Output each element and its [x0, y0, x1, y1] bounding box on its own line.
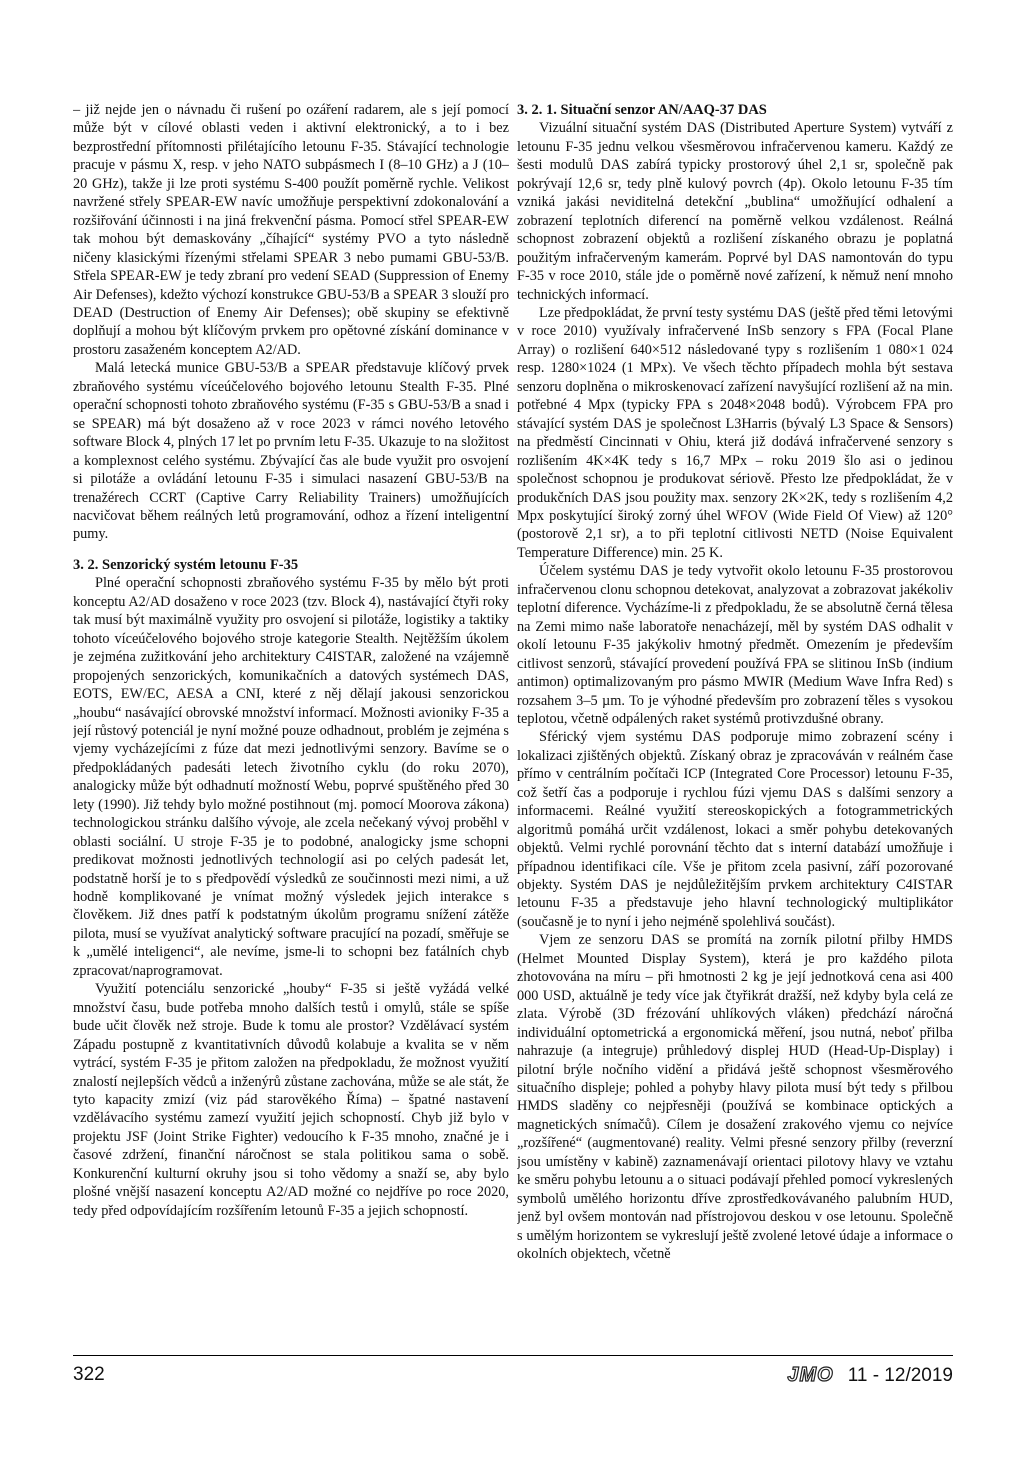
- paragraph: – již nejde jen o návnadu či rušení po ozáření radarem, ale s její pomocí může být v cílové oblasti veden i aktivní elektronický, a to i bez bezprostřední přítomnosti přilétajícího letounu F-35. Stávající technologie pracuje v pásmu X, resp. v jeho NATO subpásmech I (8–10 GHz) a J (10–20 GHz), takže ji lze proti systému S-400 použít poměrně rychle. Velikost navržené střely SPEAR-EW navíc umožňuje perspektivní zdokonalování a rozšiřování účinnosti i na jiná frekvenční pásma. Pomocí střel SPEAR-EW tak mohou být demaskovány „číhající“ systémy PVO a tyto následně ničeny klasickými řízenými střelami SPEAR 3 nebo pumami GBU-53/B. Střela SPEAR-EW je tedy zbraní pro vedení SEAD (Suppression of Enemy Air Defenses), kdežto výchozí konstrukce GBU-53/B a SPEAR 3 slouží pro DEAD (Destruction of Enemy Air Defenses); obě skupiny se efektivně doplňují a mohou být klíčovým prvkem pro opětovné získání dominance v prostoru zasaženém konceptem A2/AD.: [73, 102, 509, 358]
- paragraph: Účelem systému DAS je tedy vytvořit okolo letounu F-35 prostorovou infračervenou clonu schopnou detekovat, analyzovat a zobrazovat jakékoliv teplotní diference. Vycházíme-li z předpokladu, že se absolutně černá tělesa na Zemi mimo naše laboratoře nenacházejí, měl by systém DAS odhalit v okolí letounu F-35 jakýkoliv hmotný předmět. Omezením je především citlivost senzorů, stávající provedení používá FPA se slitinou InSb (indium antimon) optimalizovaným pro pásmo MWIR (Medium Wave Infra Red) s rozsahem 3–5 µm. To je výhodné především pro zobrazení těles s vysokou teplotou, včetně odpálených raket systémů protivzdušné obrany.: [517, 563, 953, 727]
- footer-right: [787, 1364, 953, 1387]
- section-heading: 3. 2. 1. Situační senzor AN/AAQ-37 DAS: [517, 102, 767, 118]
- page-number: 322: [73, 1364, 105, 1385]
- text-columns: [73, 101, 953, 1349]
- paragraph: Sférický vjem systému DAS podporuje mimo zobrazení scény i lokalizaci zjištěných objektů. Získaný obraz je zpracováván v reálném čase přímo v centrálním počítači ICP (Integrated Core Processor) letounu F-35, což šetří čas a podporuje i rychlou fúzi vjemu DAS s dalšími senzory a informacemi. Reálné využití stereoskopických a fotogrammetrických algoritmů pomáhá určit vzdálenost, lokaci a směr pohybu detekovaných objektů. Velmi rychlé porovnání těchto dat s interní databází umožňuje i případnou identifikaci cíle. Vše je přitom zcela pasivní, září pozorované objekty. Systém DAS je nejdůležitějším prvkem architektury C4ISTAR letounu F-35 a představuje jeho hlavní technologický multiplikátor (současně je to nyní i jeho nejméně spolehlivá součást).: [517, 729, 953, 930]
- footer-divider: [73, 1355, 953, 1356]
- left-column: [73, 101, 509, 1349]
- paragraph: Využití potenciálu senzorické „houby“ F-35 si ještě vyžádá velké množství času, bude potřeba mnoho dalších testů i omylů, stále se spíše bude učit člověk než stroje. Bude k tomu ale prostor? Vzdělávací systém Západu postupně z kvantitativních důvodů kolabuje a kvalita se v něm vytrácí, systém F-35 je přitom založen na předpokladu, že možnost využití znalostí nejlepších vědců a inženýrů zůstane zachována, může se ale stát, že tyto kapacity zmizí (viz pád starověkého Říma) – špatné nastavení vzdělávacího systému zamezí využití jejich schopností. Chyb již bylo v projektu JSF (Joint Strike Fighter) vedoucího k F-35 mnoho, značné je i časové zdržení, finanční náročnost se stala politikou sama o sobě. Konkurenční kulturní okruhy jsou si toho vědomy a snaží se, aby bylo plošné vnější nasazení konceptu A2/AD možné co nejdříve po roce 2020, tedy před odpovídajícím rozšířením letounů F-35 a jejich schopností.: [73, 981, 509, 1219]
- paragraph: Malá letecká munice GBU-53/B a SPEAR představuje klíčový prvek zbraňového systému víceúčelového bojového letounu Stealth F-35. Plné operační schopnosti tohoto zbraňového systému (F-35 s GBU-53/B a snad i se SPEAR) má být dosaženo až v roce 2023 v rámci nového letového software Block 4, plných 17 let po prvním letu F-35. Ukazuje to na složitost a komplexnost celého systému. Zbývající čas ale bude využit pro osvojení si pilotáže a ovládání letounu F-35 i simulaci nasazení GBU-53/B na trenažérech CCRT (Captive Carry Reliability Trainers) umožňujících nacvičovat během reálných letů programování, odhoz a řízení inteligentní pumy.: [73, 360, 509, 543]
- section-heading: 3. 2. Senzorický systém letounu F-35: [73, 556, 299, 573]
- journal-logo: JMO: [787, 1364, 834, 1386]
- paragraph: Vizuální situační systém DAS (Distributed Aperture System) vytváří z letounu F-35 jednu velkou všesměrovou infračervenou kameru. Každý ze šesti modulů DAS zabírá typicky prostorový úhel 2,1 sr, společně pak pokrývají 12,6 sr, tedy plně kulový povrch (4p). Okolo letounu F-35 tím vzniká jakási neviditelná detekční „bublina“ umožňující odhalení a zobrazení teplotních diferencí na poměrně velkou vzdálenost. Reálná schopnost zobrazení objektů a rozlišení získaného obrazu je poplatná použitým infračerveným kamerám. Poprvé byl DAS namontován do typu F-35 v roce 2010, stále jde o poměrně nové zařízení, k němuž není mnoho technických informací.: [517, 120, 953, 303]
- page-footer: [73, 1364, 953, 1390]
- paragraph: Lze předpokládat, že první testy systému DAS (ještě před těmi letovými v roce 2010) využívaly infračervené InSb senzory s FPA (Focal Plane Array) o rozlišení 640×512 následované typy s rozlišením 1 080×1 024 resp. 1280×1024 (1 MPx). Ve všech těchto případech mohla být sestava senzoru doplněna o mikroskenovací zařízení navyšující rozlišení až na min. potřebné 4 Mpx (typicky FPA s 2048×2048 bodů). Výrobcem FPA pro stávající systém DAS je společnost L3Harris (bývalý L3 Space & Sensors) na předměstí Cincinnati v Ohiu, která již dodává infračervené senzory s rozlišením 4K×4K tedy s 16,7 MPx – roku 2019 šlo asi o jedinou společnost schopnou je produkovat sériově. Přesto lze předpokládat, že v produkčních DAS jsou použity max. senzory 2K×2K, tedy s rozlišením 4,2 Mpx poskytující široký zorný úhel WFOV (Wide Field Of View) až 120° (postorově 2,1 sr), a to při teplotní citlivosti NETD (Noise Equivalent Temperature Difference) min. 25 K.: [517, 304, 953, 561]
- issue-label: 11 - 12/2019: [847, 1364, 953, 1386]
- paragraph: Vjem ze senzoru DAS se promítá na zorník pilotní přilby HMDS (Helmet Mounted Display System), která je pro každého pilota zhotovována na míru – při hmotnosti 2 kg je její jednotková cena asi 400 000 USD, aktuálně je tedy více jak čtyřikrát dražší, než kdyby byla celá ze zlata. Výrobě (3D frézování uhlíkových vláken) předchází náročná individuální optometrická a ergonomická měření, jsou nutná, neboť přilba nahrazuje (a integruje) průhledový displej HUD (Head-Up-Display) i pilotní brýle nočního vidění a přidává ještě schopnost všesměrového situačního displeje; pohled a pohyby hlavy pilota musí být tedy s přilbou HMDS sladěny co nejpřesněji (používá se kombinace optických a magnetických snímačů). Cílem je dosažení zrakového vjemu co nejvíce „rozšířené“ (augmentované) reality. Velmi přesné senzory přilby (reverzní jsou umístěny v kabině) zaznamenávají orientaci pilotovy hlavy ve vztahu ke směru pohybu letounu a o situaci podávají přehled pomocí vykreslených symbolů umělého horizontu dříve zprostředkovávaného palubním HUD, jenž byl ovšem montován nad přístrojovou deskou v ose letounu. Společně s umělým horizontem se vykreslují ještě zvolené letové údaje a informace o okolních objektech, včetně: [517, 932, 953, 1263]
- paragraph: Plné operační schopnosti zbraňového systému F-35 by mělo být proti konceptu A2/AD dosaženo v roce 2023 (tzv. Block 4), nastávající čtyři roky tak musí být maximálně využity pro osvojení si pilotáže, logistiky a taktiky tohoto víceúčelového bojového stroje kategorie Stealth. Nejtěžším úkolem je zejména zužitkování jeho architektury C4ISTAR, založené na vzájemně propojených senzorických, komunikačních a datových systémech DAS, EOTS, EW/EC, AESA a CNI, které z něj dělají jakousi senzorickou „houbu“ nasávající obrovské množství informací. Možnosti avioniky F-35 a její růstový potenciál je nyní možné pouze odhadnout, problém je zejména s vjemy vycházejícími z fúze dat mezi jednotlivými senzory. Bavíme se o předpokládaných padesáti letech životního cyklu (do roku 2070), analogicky může být odhadnutí možností Webu, poprvé spuštěného před 30 lety (1990). Již tehdy bylo možné postihnout (mj. pomocí Moorova zákona) technologickou stránku dalšího vývoje, ale zcela nečekaný vývoj proběhl v oblasti sociální. U stroje F-35 je to podobné, analogicky jsme schopni predikovat možnosti jednotlivých technologií asi po celých padesát let, podstatně horší je to s předpovědí výsledků ze součinnosti mezi nimi, a už hodně komplikované je vnímat možný výsledek jejich interakce s člověkem. Již dnes patří k podstatným úkolům programu snížení zátěže pilota, musí se využívat analytický software pracující na pozadí, směřuje se k „umělé inteligenci“, ale nevíme, jsme-li to schopni bez fatálních chyb zpracovat/naprogramovat.: [73, 575, 509, 979]
- right-column: [517, 101, 953, 1349]
